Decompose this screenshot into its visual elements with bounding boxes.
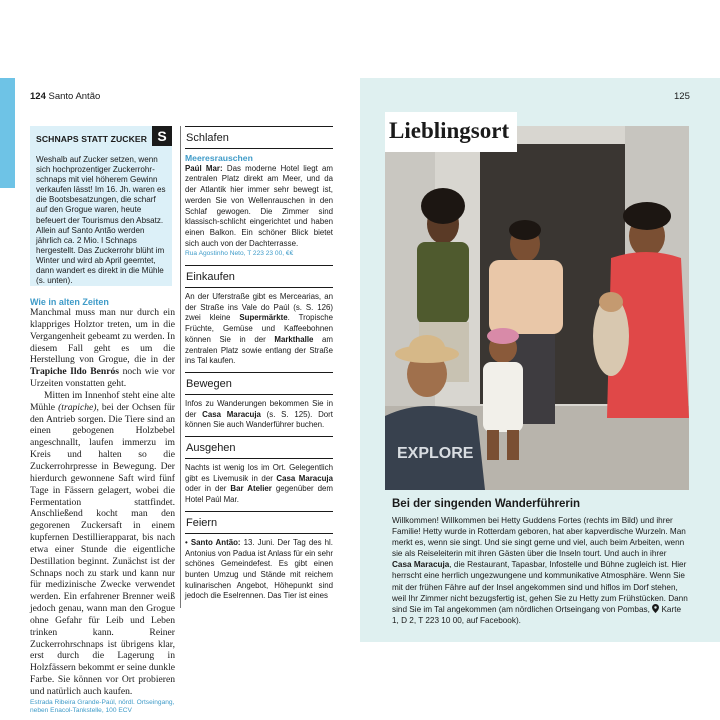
bold-run: Casa Maracuja	[202, 409, 261, 419]
italic-run: (trapiche)	[58, 401, 97, 413]
bold-run: Supermärkte	[239, 313, 288, 323]
text-run: , die Restaurant, Tapasbar, Infostelle und Bühne zugleich ist. Hier herrscht eine herrlich ungezwungene und kommunikative Atmosphäre. Wenn Sie mit der frühen Fähre auf der Insel angekommen sind und hiflos im Dorf stehen, weil Ihr Zimmer nicht bezugsfertig ist, gehen Sie zu Hetty zum Frühstücken. Dann sind Sie im Tal angekommen (am nördlichen Ortseingang von Pombas,	[392, 560, 688, 614]
text-run: Infos zu Wanderungen bekommen Sie in der	[185, 398, 333, 419]
text-run: Mitten im Innenhof steht eine alte Mühle	[30, 389, 175, 413]
text-run: gegenüber dem Hotel Paúl Mar.	[185, 484, 333, 505]
running-head: Santo Antão	[48, 91, 101, 102]
einkaufen-text	[185, 292, 333, 367]
text-run: (s. S. 125). Dort können Sie auch Wanderführer buchen.	[185, 409, 333, 430]
info-box-title: SCHNAPS STATT ZUCKER	[36, 134, 148, 144]
article-body	[30, 307, 175, 698]
bold-run: Casa Maracuja	[392, 560, 450, 570]
thumb-tab-left	[0, 78, 15, 188]
article-subheading: Wie in alten Zeiten	[30, 297, 109, 307]
text-run: 13. Juni. Der Tag des hl. Antonius von Padua ist Anlass für ein sehr schönes Gemeindefest. Es gibt einen bunten Umzug und Stände mit reichem kulinarischen Angebot, Höhepunkt sind jedoch die Eselrennen. Das Tier ist eines	[185, 537, 333, 601]
running-header-left	[30, 91, 100, 102]
bold-run: Bar Atelier	[230, 484, 272, 494]
bewegen-text	[185, 399, 333, 431]
info-column	[185, 126, 333, 607]
text-run: oder in der	[185, 484, 231, 494]
bold-run: Trapiche Ildo Benrós	[30, 366, 120, 378]
schlafen-address: Rua Agostinho Neto, T 223 23 00, €€	[185, 250, 294, 258]
info-box	[30, 126, 172, 286]
bullet-icon: •	[185, 537, 188, 547]
schlafen-text	[185, 164, 333, 250]
info-box-text: Weshalb auf Zucker setzen, wenn sich hochprozentiger Zuckerrohrschnaps mit viel höherem Gewinn verkaufen lässt! Im 16. Jh. waren es die Bootsbesatzungen, die scharf auf den Grogue waren, heute befeuert der Tourismus den Absatz. Allein auf Santo Antão werden jährlich ca. 2 Mio. l Schnaps hergestellt. Das Zuckerrohr blüht im Winter und wird ab April geerntet, dann wandert es direkt in die Mühle (s. unten).	[36, 155, 166, 286]
section-heading-ausgehen: Ausgehen	[185, 436, 333, 459]
article-address: Estrada Ribeira Grande-Paúl, nördl. Ortseingang, neben Enacol-Tankstelle, 100 ECV	[30, 698, 175, 714]
bold-run: Casa Maracuja	[276, 473, 333, 483]
article-paragraph	[30, 390, 175, 698]
text-run: noch wie vor Urzeiten vonstatten geht.	[30, 366, 175, 390]
bold-run: Santo Antão:	[190, 537, 241, 547]
section-heading-bewegen: Bewegen	[185, 372, 333, 395]
text-run: Nachts ist wenig los im Ort. Gelegentlich gibt es Livemusik in der	[185, 463, 333, 483]
feature-title: Bei der singenden Wanderführerin	[392, 498, 581, 510]
article-column	[30, 297, 175, 715]
text-run: , bei der Ochsen für den Antrieb sorgen. Die Tiere sind an einen gebogenen Holzbebel angeschnallt, laufen immerzu im Kreis und halten so die Zuckerrohrpresse in Bewegung. Der hierdurch gewonnene Saft wird fünf Tage in Fässern gelagert, wobei die Fermentation stattfindet. Anschließend kocht man den gegorenen Zuckersaft in einem kupfernen Destillierapparat, bis nach etwa einer Stunde die eigentliche Destillation beginnt. Zunächst ist der Schnaps noch zu stark und kann nur für medizinische Zwecke verwendet werden. Ein erfahrener Brenner weiß jedoch genau, wann man den Grogue ohne Gefahr für Leib und Leben trinken kann. Reiner Zuckerrohrschnaps ist übrigens klar, erst durch die Lagerung in Holzfässern bekommt er seine dunkle Farbe. Sie können vor Ort probieren und natürlich auch kaufen.	[30, 401, 176, 697]
bold-run: Paúl Mar:	[185, 163, 223, 173]
text-run: am zentralen Platz sowie entlang der Straße ins Tal kaufen.	[185, 334, 334, 366]
feature-label: Lieblingsort	[385, 112, 517, 152]
page-number-right: 125	[674, 91, 690, 102]
bold-run: Markthalle	[274, 334, 314, 344]
text-run: Karte 1, D 2, T 223 10 00, auf Facebook).	[392, 604, 682, 625]
section-einkaufen	[185, 292, 333, 367]
section-heading-einkaufen: Einkaufen	[185, 265, 333, 288]
text-run: Willkommen! Willkommen bei Hetty Guddens Fortes (rechts im Bild) und ihrer Familie! Hetty wurde in Rotterdam geboren, hat aber kapverdische Wurzeln. Man merkt es, wenn sie singt. Und sie singt gerne und viel, auch beim Arbeiten, wenn sie als Reiseleiterin mit ihren Gästen über die Inseln tourt. Und auch in ihrer	[392, 516, 686, 559]
photo-illustration	[385, 126, 689, 490]
text-run: An der Uferstraße gibt es Mercearias, an der Straße ins Vale do Paúl (s. S. 126) zwei kleine	[185, 292, 333, 323]
section-ausgehen	[185, 463, 333, 506]
section-schlafen	[185, 153, 333, 260]
article-paragraph	[30, 307, 175, 390]
shirt-print: EXPLORE	[397, 445, 474, 462]
section-bewegen	[185, 399, 333, 431]
ausgehen-text	[185, 463, 333, 506]
text-run: Manchmal muss man nur durch ein klappriges Holztor treten, um in die Vergangenheit gebeamt zu werden. In diesem Fall geht es um die Herstellung von Grogue, die in der	[30, 307, 176, 366]
section-heading-feiern: Feiern	[185, 511, 333, 534]
feature-text	[392, 515, 688, 626]
section-heading-schlafen: Schlafen	[185, 126, 333, 149]
section-feiern	[185, 538, 333, 602]
text-run: . Tropische Früchte, Gemüse und Kaffeebohnen können Sie in der	[185, 313, 333, 344]
schlafen-subheading: Meeresrauschen	[185, 153, 253, 163]
s-badge-icon: S	[152, 126, 172, 146]
feiern-text	[185, 538, 333, 602]
family-photo	[385, 126, 689, 490]
page-number-left: 124	[30, 91, 46, 102]
text-run: Das moderne Hotel liegt am zentralen Platz direkt am Meer, und da der Atlantik hier immer sehr bewegt ist, werden Sie von Wellenrauschen in den Schlaf gewogen. Die Zimmer sind klassisch-schlicht eingerichtet und haben einen Balkon. Ein schöner Blick bietet sich auch von der Dachterrasse.	[185, 163, 334, 248]
column-divider	[180, 126, 181, 608]
